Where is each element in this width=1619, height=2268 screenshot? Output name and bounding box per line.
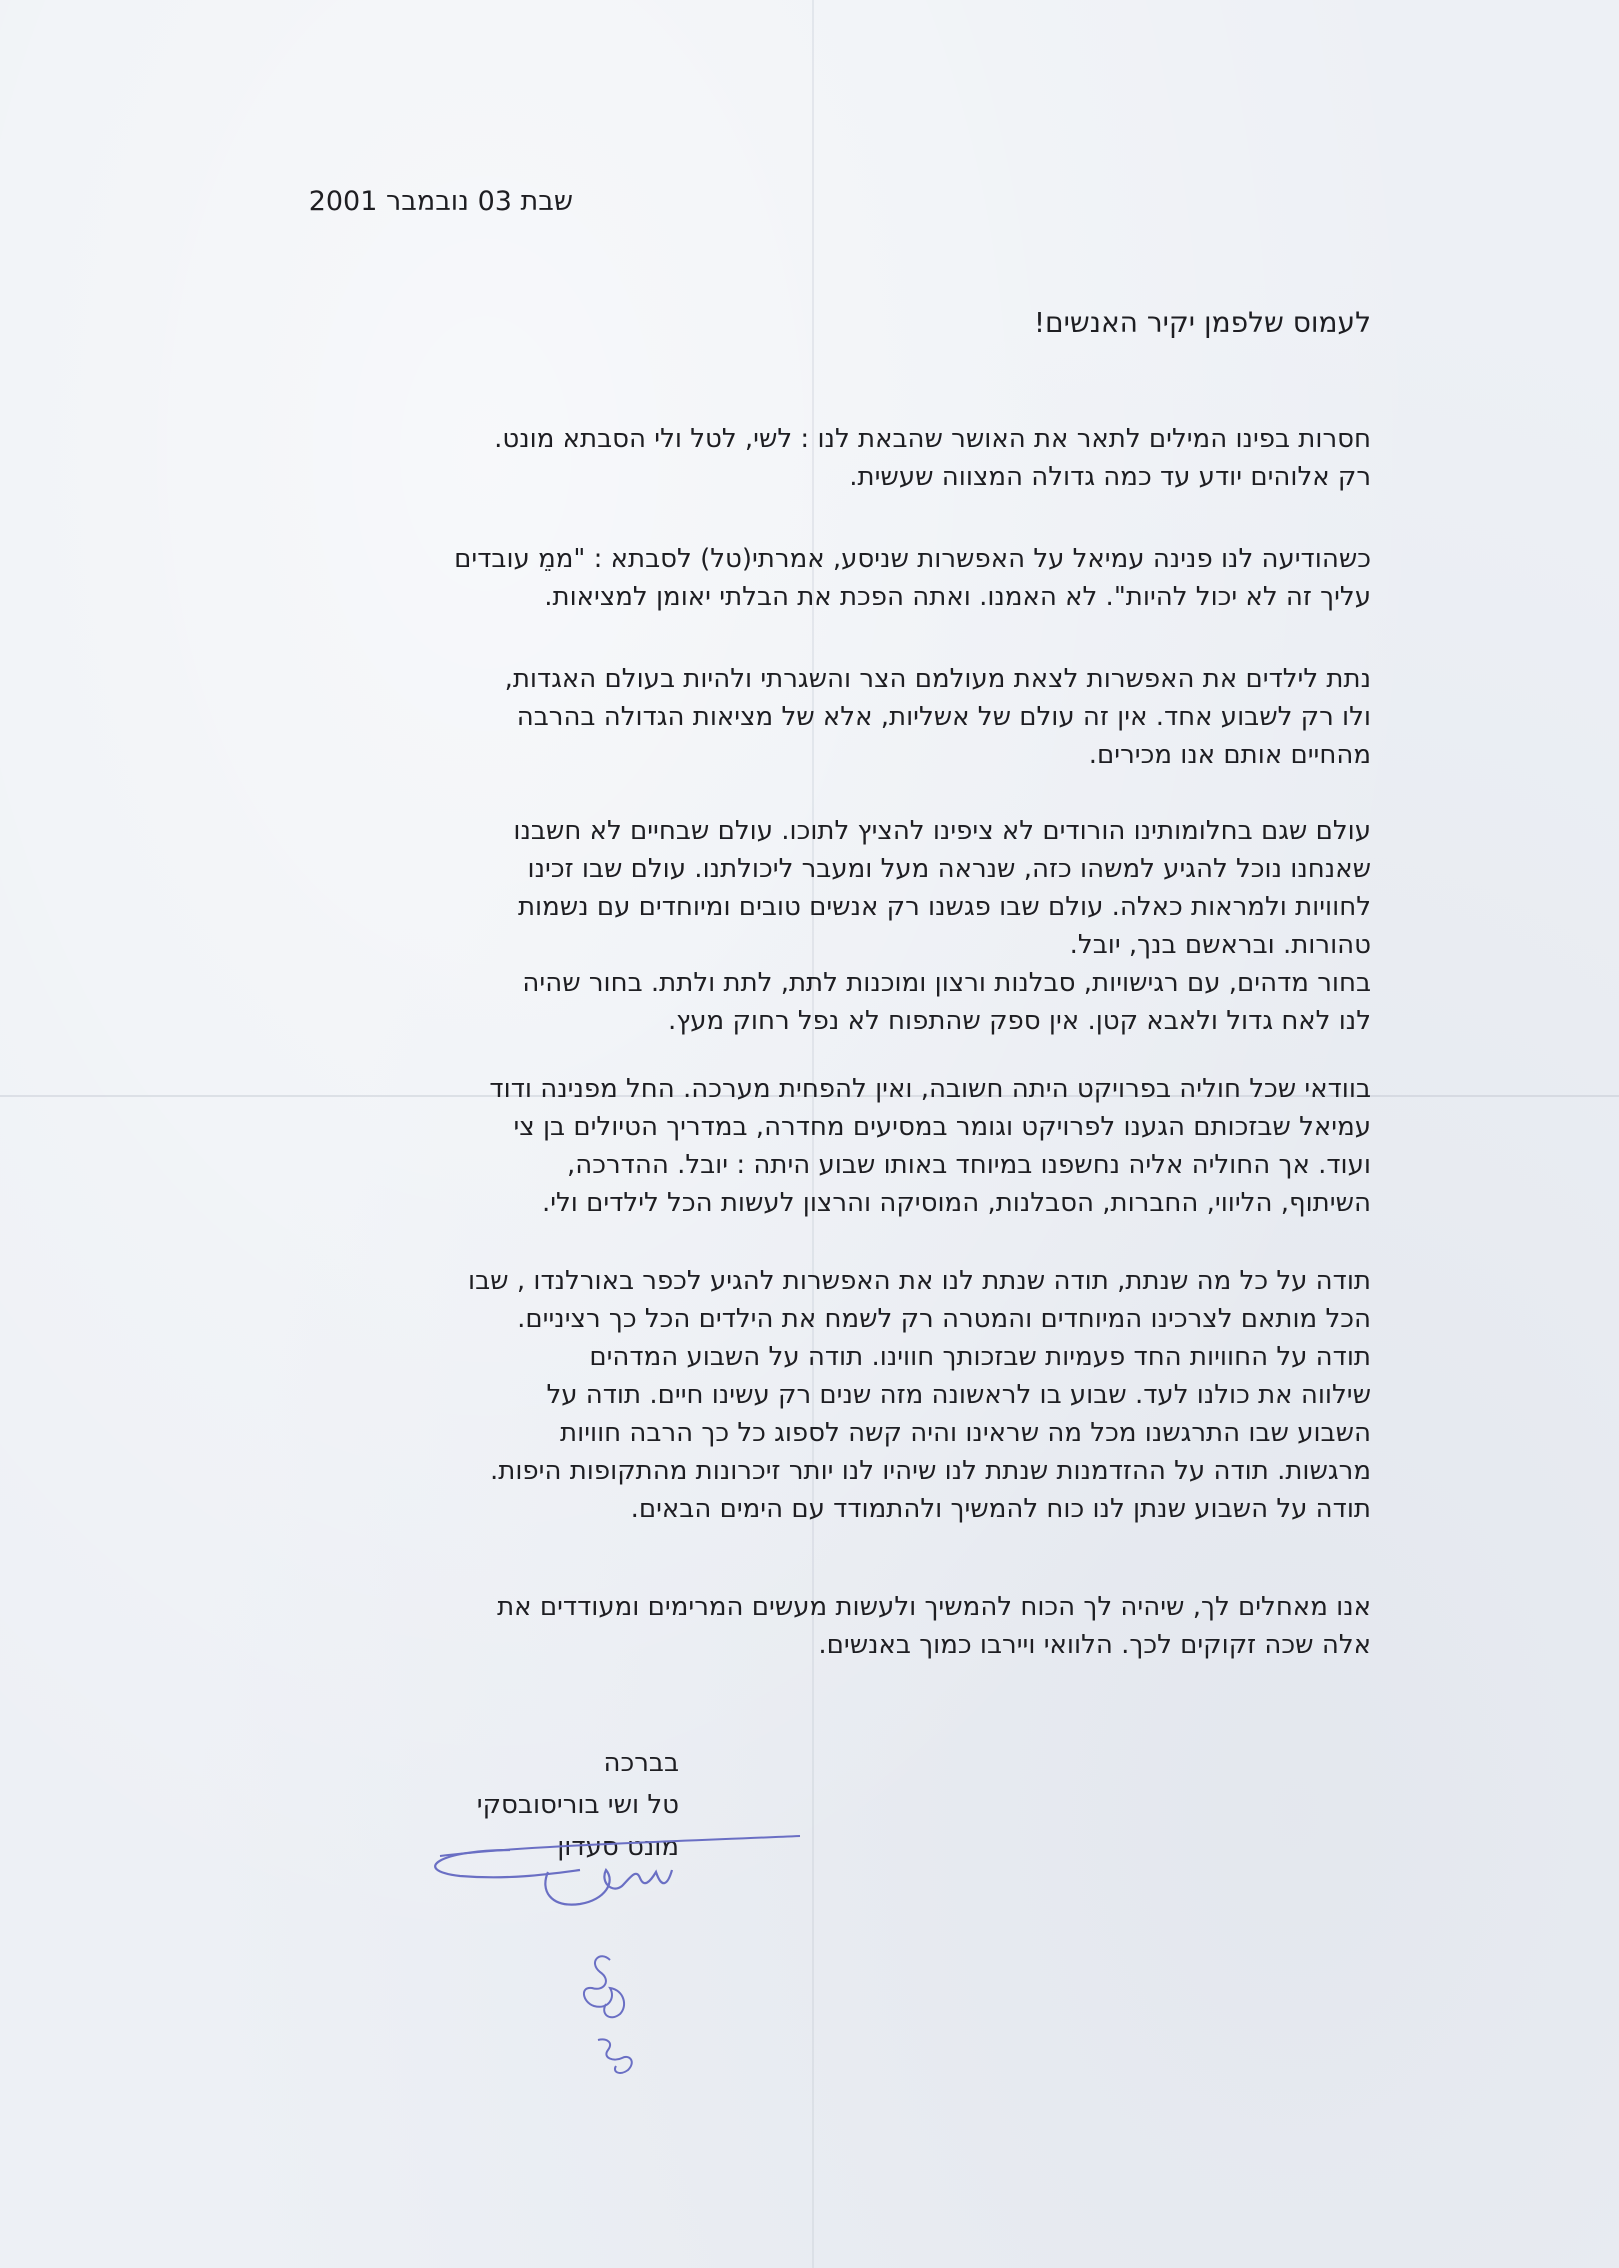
letter-paragraph [231,540,1371,616]
letter-line: תודה על החוויות החד פעמיות שבזכותך חווינו. תודה על השבוע המדהים [589,1342,1371,1372]
letter-line: מהחיים אותם אנו מכירים. [1088,740,1371,770]
letter-line: לחוויות ולמראות כאלה. עולם שבו פגשנו רק אנשים טובים ומיוחדים עם נשמות [517,892,1371,922]
letter-line: השיתוף, הליווי, החברות, הסבלנות, המוסיקה והרצון לעשות הכל לילדים ולי. [541,1188,1371,1218]
letter-line: עולם שגם בחלומותינו הורודים לא ציפינו להציץ לתוכו. עולם שבחיים לא חשבנו [513,816,1371,846]
letter-line: נתת לילדים את האפשרות לצאת מעולמם הצר והשגרתי ולהיות בעולם האגדות, [504,664,1371,694]
letter-line: רק אלוהים יודע עד כמה גדולה המצווה שעשית. [849,462,1371,492]
letter-line: שילווה את כולנו לעד. שבוע בו לראשונה מזה שנים רק עשינו חיים. תודה על [546,1380,1371,1410]
letter-line: חסרות בפינו המילים לתאר את האושר שהבאת לנו : לשי, לטל ולי הסבתא מונט. [494,424,1371,454]
letter-line: תודה על השבוע שנתן לנו כוח להמשיך ולהתמודד עם הימים הבאים. [630,1494,1371,1524]
letter-line: מרגשות. תודה על ההזדמנות שנתת לנו שיהיו לנו יותר זיכרונות מהתקופות היפות. [489,1456,1371,1486]
letter-line: לנו לאח גדול ולאבא קטן. אין ספק שהתפוח לא נפל רחוק מעץ. [667,1006,1371,1036]
letter-line: בוודאי שכל חוליה בפרויקט היתה חשובה, ואין להפחית מערכה. החל מפנינה ודוד [489,1074,1371,1104]
letter-line: אלה שכה זקוקים לכך. הלוואי ויירבו כמוך באנשים. [818,1630,1371,1660]
letter-line: ולו רק לשבוע אחד. אין זה עולם של אשליות, אלא של מציאות הגדולה בהרבה [516,702,1371,732]
letter-line: בחור מדהים, עם רגישויות, סבלנות ורצון ומוכנות לתת, לתת ולתת. בחור שהיה [522,968,1371,998]
letter-paragraph [231,812,1371,1040]
letter-closing: בברכה [603,1748,679,1778]
letter-signer: מונט סעדון [557,1832,679,1862]
letter-line: השבוע שבו התרגשנו מכל מה שראינו והיה קשה לספוג כל כך הרבה חוויות [560,1418,1371,1448]
letter-paragraph [231,1588,1371,1664]
letter-line: שאנחנו נוכל להגיע למשהו כזה, שנראה מעל ומעבר ליכולתנו. עולם שבו זכינו [527,854,1371,884]
handwritten-initials [570,1940,690,2110]
letter-paragraph [231,1262,1371,1528]
letter-paragraph [231,1070,1371,1222]
letter-line: טהורות. ובראשם בנך, יובל. [1069,930,1371,960]
letter-paragraph [231,660,1371,774]
letter-line: עמיאל שבזכותם הגענו לפרויקט וגומר במסיעים מחדרה, במדריך הטיולים בן צי [513,1112,1371,1142]
letter-paragraph [231,420,1371,496]
letter-line: ועוד. אך החוליה אליה נחשפנו במיוחד באותו שבוע היתה : יובל. ההדרכה, [567,1150,1371,1180]
handwritten-signature [400,1812,820,1932]
letter-line: אנו מאחלים לך, שיהיה לך הכוח להמשיך ולעשות מעשים המרימים ומעודדים את [497,1592,1371,1622]
letter-salutation: לעמוס שלפמן יקיר האנשים! [1033,306,1371,339]
letter-line: הכל מותאם לצרכינו המיוחדים והמטרה רק לשמח את הילדים הכל כך רציניים. [517,1304,1371,1334]
letter-line: תודה על כל מה שנתת, תודה שנתת לנו את האפשרות להגיע לכפר באורלנדו , שבו [468,1266,1371,1296]
letter-date: שבת 03 נובמבר 2001 [308,186,573,217]
letter-line: עליך זה לא יכול להיות". לא האמנו. ואתה הפכת את הבלתי יאומן למציאות. [544,582,1371,612]
letter-line: כשהודיעה לנו פנינה עמיאל על האפשרות שניסע, אמרתי(טל) לסבתא : "ממֵ עובדים [454,544,1371,574]
letter-signer: טל ושי בוריסובסקי [476,1790,679,1820]
